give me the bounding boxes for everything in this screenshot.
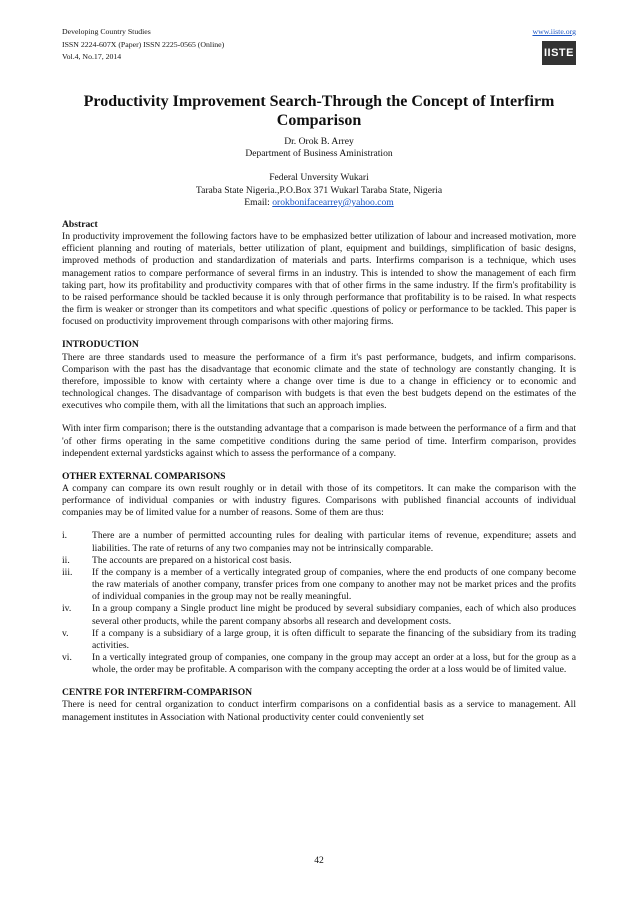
list-item: vi. In a vertically integrated group of companies, one company in the group may accept an order at a loss, but for the group as a whole, the order may be profitable. A comparison with the company accepting the order at a loss would be of limited value.: [62, 652, 576, 676]
introduction-paragraph-1: There are three standards used to measure the performance of a firm it's past performance, budgets, and infirm comparisons. Comparison with the past has the disadvantage that economic climate and the state of technology are constantly changing. It is therefore, impossible to know with certainty where a change over time is due to a change in efficiency or to economic and technological changes. The disadvantage of comparison with budgets is that even the best budgets depend on the estimates of the executives who compile them, with all the limitations that such an approach implies.: [62, 351, 576, 412]
list-item: iii. If the company is a member of a vertically integrated group of companies, where the end products of one company become the raw materials of another company, transfer prices from one company to another may not be market prices and the profits of individual companies in the group may not be really meaningful.: [62, 566, 576, 603]
author-university: Federal Unversity Wukari: [269, 172, 369, 184]
issn-line: ISSN 2224-607X (Paper) ISSN 2225-0565 (Online): [62, 39, 225, 49]
paper-title: Productivity Improvement Search-Through the Concept of Interfirm Comparison: [83, 93, 555, 129]
introduction-heading: INTRODUCTION: [62, 339, 139, 351]
list-item: v. If a company is a subsidiary of a large group, it is often difficult to separate the financing of the subsidiary from its trading activities.: [62, 627, 576, 651]
list-item: iv. In a group company a Single product line might be produced by several subsidiary companies, each of which also produces several other products, while the parent company absorbs all research and development costs.: [62, 603, 576, 627]
header-right: [532, 26, 576, 39]
paper-page: [62, 26, 576, 724]
iiste-logo-icon: IISTE: [542, 41, 576, 65]
header-left: [62, 26, 224, 64]
journal-url-link[interactable]: www.iiste.org: [532, 27, 576, 36]
abstract-heading: Abstract: [62, 219, 98, 231]
running-header: [62, 26, 576, 88]
other-comparisons-heading: OTHER EXTERNAL COMPARISONS: [62, 470, 226, 482]
page-number: 42: [314, 855, 324, 866]
author-block: [62, 136, 576, 209]
author-address: Taraba State Nigeria.,P.O.Box 371 Wukarl Taraba State, Nigeria: [195, 184, 443, 196]
author-email-line: [62, 197, 576, 209]
journal-name: Developing Country Studies: [62, 27, 151, 36]
author-department: Department of Business Aministration: [245, 148, 393, 160]
email-label: Email:: [244, 196, 270, 208]
paper-body: [62, 219, 576, 724]
volume-line: Vol.4, No.17, 2014: [62, 52, 122, 61]
centre-heading: CENTRE FOR INTERFIRM-COMPARISON: [62, 687, 253, 699]
reasons-list: [62, 530, 576, 676]
list-item: i. There are a number of permitted accounting rules for dealing with particular items of revenue, expenditure; assets and liabilities. The rate of returns of any two companies may not be intrinsically comparable.: [62, 530, 576, 554]
author-email-link[interactable]: orokbonifacearrey@yahoo.com: [272, 196, 394, 208]
author-name: Dr. Orok B. Arrey: [284, 136, 354, 147]
abstract-text: In productivity improvement the following factors have to be emphasized better utilization of labour and increased motivation, more efficient planning and routing of materials, better utilization of plant, equipment and buildings, simplification of basic designs, improved methods of production and standardization of materials and parts. Interfirms comparison is a technique, which uses management ratios to compare performance of several firms in an industry. This is intended to show the management of each firm taking part, how its profitability and productivity compares with that of other firms in the same industry. If the firm's profitability is to be raised performance should be tackled because it is only through performance that profitability is to be raised. In what respects the firm is weaker or stronger than its competitors and what specific .questions of policy or performance to be tackled. This paper is focused on productivity improvement through comparisons with other majoring firms.: [62, 231, 576, 328]
centre-paragraph: There is need for central organization to conduct interfirm comparisons on a confidential basis as a service to management. All management institutes in Association with National productivity center could conveniently set: [62, 699, 576, 723]
other-comparisons-paragraph: A company can compare its own result roughly or in detail with those of its competitors. It can make the comparison with the performance of individual companies or with industry figures. Comparisons with published financial accounts of individual companies may be of limited value for a number of reasons. Some of them are thus:: [62, 482, 576, 519]
list-item: ii. The accounts are prepared on a historical cost basis.: [62, 554, 292, 566]
introduction-paragraph-2: With inter firm comparison; there is the outstanding advantage that a comparison is made between the performance of a firm and that 'of other firms operating in the same competitive conditions during the same period of time. Interfirm comparison, provides independent external yardsticks against which to assess the performance of a company.: [62, 423, 576, 459]
